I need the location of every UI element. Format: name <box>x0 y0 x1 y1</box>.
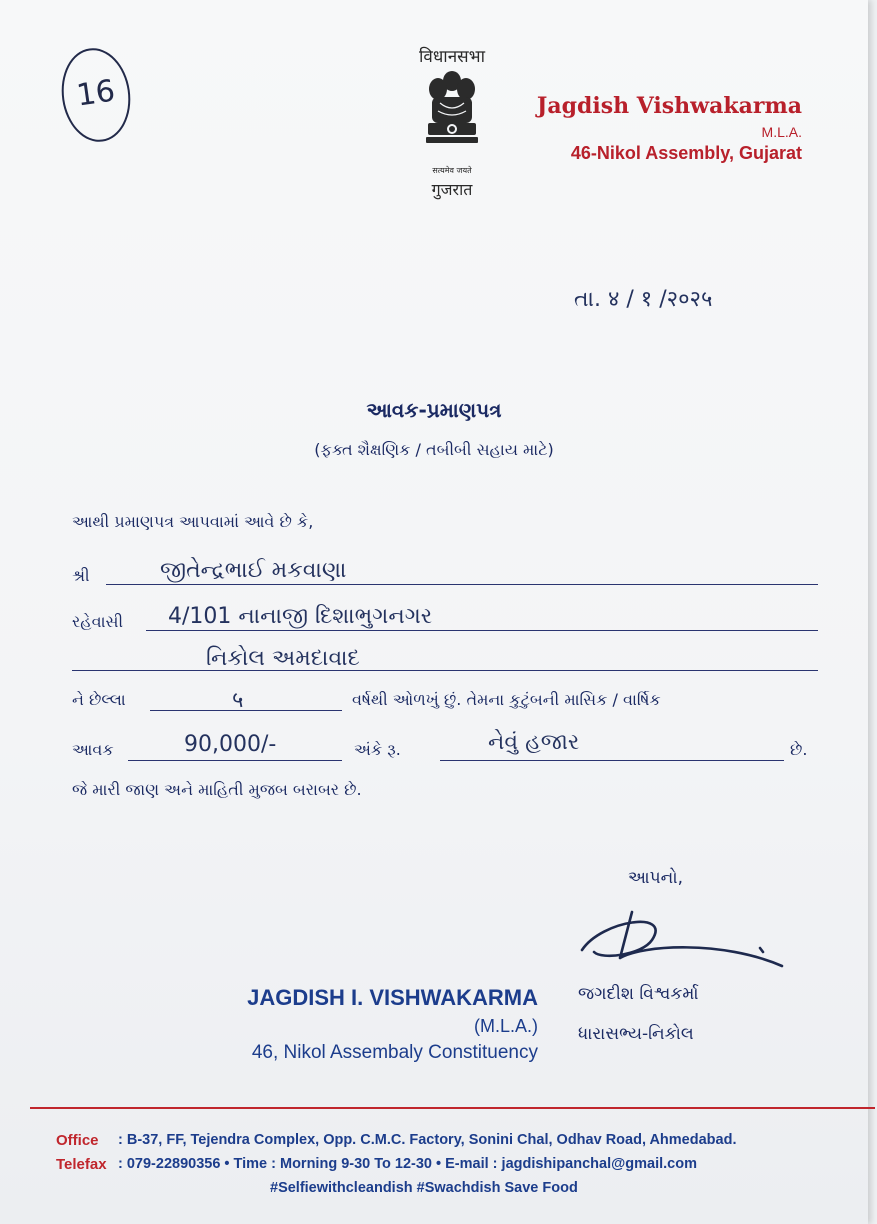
words-value: નેવું હજાર <box>488 730 580 755</box>
income-value: 90,000/- <box>184 732 277 757</box>
is-text: છે. <box>790 740 808 759</box>
telefax-details: : 079-22890356 • Time : Morning 9-30 To 12-30 • E-mail : jagdishipanchal@gmail.com <box>118 1156 697 1172</box>
shri-label: શ્રી <box>72 566 90 585</box>
telefax-label: Telefax <box>56 1156 107 1173</box>
income-label: આવક <box>72 740 114 759</box>
since-label: ને છેલ્લા <box>72 690 126 709</box>
resident-label: રહેવાસી <box>72 612 124 631</box>
footer-hashtags: #Selfiewithcleandish #Swachdish Save Food <box>270 1180 578 1196</box>
letterhead-name: Jagdish Vishwakarma <box>536 93 802 119</box>
footer-divider <box>30 1107 875 1109</box>
certificate-intro: આથી પ્રમાણપત્ર આપવામાં આવે છે કે, <box>72 512 314 531</box>
emblem-motto: सत्यमेव जयते <box>432 166 472 175</box>
yours-text: આપનો, <box>628 868 683 888</box>
letterhead-title: M.L.A. <box>761 124 802 140</box>
words-label: અંકે રૂ. <box>354 740 401 759</box>
address-line-2 <box>72 670 818 671</box>
state-emblem <box>400 44 504 200</box>
years-value: ५ <box>232 688 244 713</box>
words-line <box>440 760 784 761</box>
lion-capital-icon <box>420 67 484 159</box>
income-line <box>128 760 342 761</box>
date: તા. ४ / १ /२०२५ <box>574 287 713 312</box>
signature-icon <box>572 900 794 980</box>
signatory-title-gujarati: ધારાસભ્ય-નિકોલ <box>578 1024 694 1044</box>
emblem-top-text: विधानसभा <box>419 47 485 67</box>
closing-line: જે મારી જાણ અને માહિતી મુજબ બરાબર છે. <box>72 780 362 799</box>
certificate-subtitle: (ફક્ત શૈક્ષણિક / તબીબી સહાય માટે) <box>314 440 554 459</box>
since-text: વર્ષથી ઓળખું છું. તેમના કુટુંબની માસિક / વાર્ષિક <box>352 690 661 709</box>
signatory-mla-english: (M.L.A.) <box>473 1016 538 1036</box>
signatory-constituency: 46, Nikol Assembaly Constituency <box>251 1042 538 1063</box>
signatory-name-gujarati: જગદીશ વિશ્વકર્મા <box>578 984 699 1004</box>
signatory-name-english: JAGDISH I. VISHWAKARMA <box>247 985 538 1010</box>
address-line-1 <box>146 630 818 631</box>
emblem-bottom-text: गुजरात <box>431 180 473 199</box>
name-value: જીતેન્દ્રભાઈ મકવાણા <box>160 558 347 583</box>
years-line <box>150 710 342 711</box>
address-value-1: 4/101 નાનાજી દિશાભુગનગર <box>168 604 433 629</box>
office-label: Office <box>56 1132 99 1149</box>
address-value-2: નિકોલ અમદાવાદ <box>206 646 360 671</box>
page-number: 16 <box>74 73 118 114</box>
certificate-title: આવક-પ્રમાણપત્ર <box>366 398 502 422</box>
office-address: : B-37, FF, Tejendra Complex, Opp. C.M.C. Factory, Sonini Chal, Odhav Road, Ahmedabad. <box>118 1132 737 1148</box>
letterhead-assembly: 46-Nikol Assembly, Gujarat <box>570 143 802 163</box>
name-line <box>106 584 818 585</box>
page-number-circle <box>56 44 136 147</box>
